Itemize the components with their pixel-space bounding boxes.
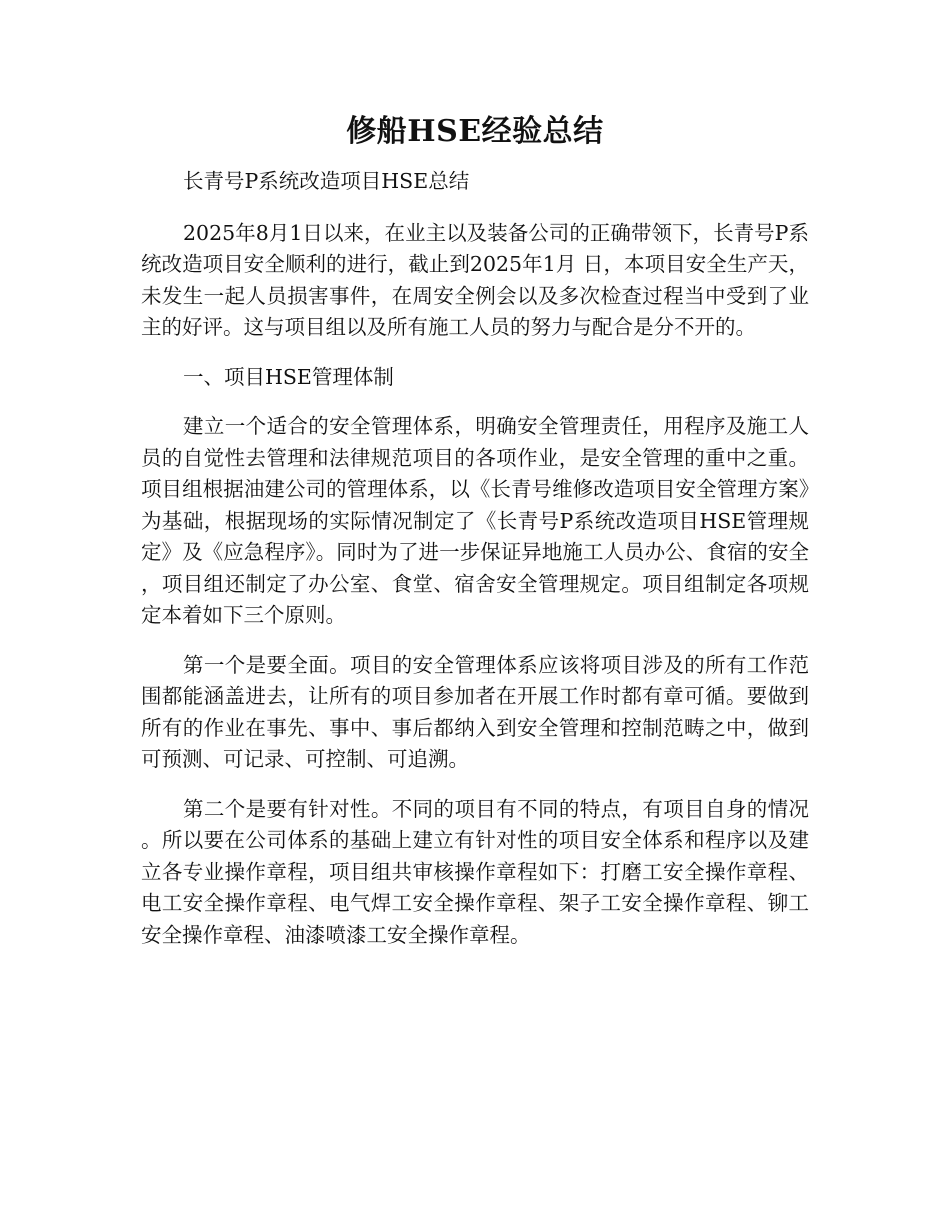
section-heading: 一、项目HSE管理体制 (183, 364, 394, 389)
principle-2-paragraph: 第二个是要有针对性。不同的项目有不同的特点，有项目自身的情况。所以要在公司体系的基础上建立有针对性的项目安全体系和程序以及建立各专业操作章程，项目组共审核操作章程如下：打磨工安全操作章程、电工安全操作章程、电气焊工安全操作章程、架子工安全操作章程、铆工安全操作章程、油漆喷漆工安全操作章程。 (141, 796, 809, 947)
section-body-paragraph: 建立一个适合的安全管理体系，明确安全管理责任，用程序及施工人员的自觉性去管理和法律规范项目的各项作业，是安全管理的重中之重。项目组根据油建公司的管理体系，以《长青号维修改造项目安全管理方案》为基础，根据现场的实际情况制定了《长青号P系统改造项目HSE管理规定》及《应急程序》。同时为了进一步保证异地施工人员办公、食宿的安全，项目组还制定了办公室、食堂、宿舍安全管理规定。项目组制定各项规定本着如下三个原则。 (141, 414, 809, 627)
document-subtitle: 长青号P系统改造项目HSE总结 (183, 169, 470, 193)
principle-1-paragraph: 第一个是要全面。项目的安全管理体系应该将项目涉及的所有工作范围都能涵盖进去，让所有的项目参加者在开展工作时都有章可循。要做到所有的作业在事先、事中、事后都纳入到安全管理和控制范畴之中，做到可预测、可记录、可控制、可追溯。 (141, 652, 809, 771)
document-title: 修船HSE经验总结 (346, 114, 604, 149)
document-page (141, 104, 809, 951)
intro-paragraph: 2025年8月1日以来，在业主以及装备公司的正确带领下，长青号P系统改造项目安全顺利的进行，截止到2025年1月 日，本项目安全生产天，未发生一起人员损害事件，在周安全例会以及多次检查过程当中受到了业主的好评。这与项目组以及所有施工人员的努力与配合是分不开的。 (141, 220, 809, 339)
